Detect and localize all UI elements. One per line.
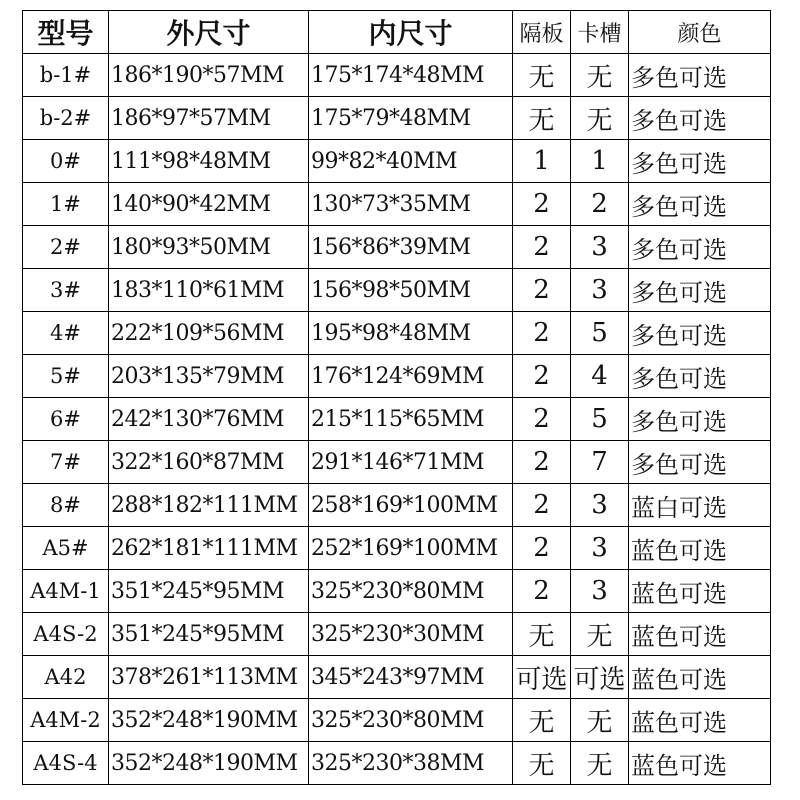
- cell-inner-size: 325*230*80MM: [309, 570, 513, 613]
- cell-model: A42: [23, 656, 109, 699]
- cell-divider: 2: [513, 312, 571, 355]
- cell-divider: 1: [513, 140, 571, 183]
- cell-color: 多色可选: [629, 140, 771, 183]
- cell-model: 6#: [23, 398, 109, 441]
- cell-divider: 无: [513, 54, 571, 97]
- cell-slot: 5: [571, 398, 629, 441]
- cell-model: 7#: [23, 441, 109, 484]
- header-color: 颜色: [629, 11, 771, 54]
- cell-slot: 3: [571, 226, 629, 269]
- cell-model: 3#: [23, 269, 109, 312]
- cell-inner-size: 99*82*40MM: [309, 140, 513, 183]
- cell-outer-size: 378*261*113MM: [109, 656, 309, 699]
- cell-slot: 5: [571, 312, 629, 355]
- cell-color: 多色可选: [629, 398, 771, 441]
- cell-slot: 无: [571, 742, 629, 785]
- cell-outer-size: 111*98*48MM: [109, 140, 309, 183]
- table-row: [23, 484, 771, 527]
- cell-outer-size: 352*248*190MM: [109, 742, 309, 785]
- cell-color: 蓝色可选: [629, 699, 771, 742]
- cell-divider: 2: [513, 527, 571, 570]
- cell-outer-size: 186*97*57MM: [109, 97, 309, 140]
- cell-inner-size: 175*174*48MM: [309, 54, 513, 97]
- cell-inner-size: 175*79*48MM: [309, 97, 513, 140]
- cell-model: 0#: [23, 140, 109, 183]
- table-row: [23, 226, 771, 269]
- header-outer-size: 外尺寸: [109, 11, 309, 54]
- cell-divider: 可选: [513, 656, 571, 699]
- cell-slot: 无: [571, 613, 629, 656]
- cell-inner-size: 130*73*35MM: [309, 183, 513, 226]
- cell-outer-size: 351*245*95MM: [109, 613, 309, 656]
- cell-divider: 2: [513, 183, 571, 226]
- cell-inner-size: 325*230*30MM: [309, 613, 513, 656]
- cell-model: 1#: [23, 183, 109, 226]
- cell-slot: 无: [571, 699, 629, 742]
- header-slot: 卡槽: [571, 11, 629, 54]
- cell-outer-size: 180*93*50MM: [109, 226, 309, 269]
- cell-inner-size: 195*98*48MM: [309, 312, 513, 355]
- table-row: [23, 742, 771, 785]
- cell-divider: 无: [513, 613, 571, 656]
- cell-slot: 4: [571, 355, 629, 398]
- cell-divider: 2: [513, 398, 571, 441]
- cell-model: A5#: [23, 527, 109, 570]
- cell-model: 5#: [23, 355, 109, 398]
- cell-color: 多色可选: [629, 312, 771, 355]
- cell-slot: 3: [571, 484, 629, 527]
- cell-outer-size: 288*182*111MM: [109, 484, 309, 527]
- cell-inner-size: 291*146*71MM: [309, 441, 513, 484]
- cell-inner-size: 156*86*39MM: [309, 226, 513, 269]
- table-row: [23, 527, 771, 570]
- table-row: [23, 613, 771, 656]
- cell-slot: 无: [571, 54, 629, 97]
- cell-divider: 无: [513, 699, 571, 742]
- table-row: [23, 183, 771, 226]
- cell-color: 蓝色可选: [629, 656, 771, 699]
- cell-outer-size: 140*90*42MM: [109, 183, 309, 226]
- table-row: [23, 54, 771, 97]
- cell-color: 多色可选: [629, 269, 771, 312]
- cell-outer-size: 352*248*190MM: [109, 699, 309, 742]
- table-row: [23, 441, 771, 484]
- cell-slot: 3: [571, 269, 629, 312]
- cell-model: b-2#: [23, 97, 109, 140]
- table-row: [23, 97, 771, 140]
- cell-divider: 2: [513, 355, 571, 398]
- cell-inner-size: 176*124*69MM: [309, 355, 513, 398]
- cell-inner-size: 252*169*100MM: [309, 527, 513, 570]
- cell-color: 蓝色可选: [629, 742, 771, 785]
- cell-slot: 3: [571, 570, 629, 613]
- table-row: [23, 398, 771, 441]
- cell-slot: 7: [571, 441, 629, 484]
- cell-inner-size: 345*243*97MM: [309, 656, 513, 699]
- cell-color: 多色可选: [629, 183, 771, 226]
- cell-color: 蓝色可选: [629, 613, 771, 656]
- cell-color: 多色可选: [629, 355, 771, 398]
- cell-inner-size: 325*230*38MM: [309, 742, 513, 785]
- table-row: [23, 269, 771, 312]
- cell-model: A4S-4: [23, 742, 109, 785]
- cell-color: 多色可选: [629, 54, 771, 97]
- cell-outer-size: 186*190*57MM: [109, 54, 309, 97]
- cell-model: 4#: [23, 312, 109, 355]
- header-inner-size: 内尺寸: [309, 11, 513, 54]
- cell-inner-size: 156*98*50MM: [309, 269, 513, 312]
- table-row: [23, 656, 771, 699]
- cell-outer-size: 242*130*76MM: [109, 398, 309, 441]
- cell-divider: 2: [513, 226, 571, 269]
- header-model: 型号: [23, 11, 109, 54]
- header-row: [23, 11, 771, 54]
- table-row: [23, 140, 771, 183]
- cell-slot: 2: [571, 183, 629, 226]
- cell-color: 多色可选: [629, 441, 771, 484]
- cell-divider: 2: [513, 484, 571, 527]
- header-divider: 隔板: [513, 11, 571, 54]
- cell-divider: 2: [513, 269, 571, 312]
- spec-table: [22, 10, 771, 785]
- cell-model: A4M-2: [23, 699, 109, 742]
- cell-color: 多色可选: [629, 97, 771, 140]
- table-row: [23, 699, 771, 742]
- cell-outer-size: 203*135*79MM: [109, 355, 309, 398]
- table-row: [23, 355, 771, 398]
- cell-outer-size: 351*245*95MM: [109, 570, 309, 613]
- cell-color: 蓝色可选: [629, 527, 771, 570]
- cell-color: 蓝白可选: [629, 484, 771, 527]
- cell-inner-size: 215*115*65MM: [309, 398, 513, 441]
- cell-divider: 2: [513, 441, 571, 484]
- cell-outer-size: 183*110*61MM: [109, 269, 309, 312]
- cell-model: A4S-2: [23, 613, 109, 656]
- cell-inner-size: 258*169*100MM: [309, 484, 513, 527]
- cell-outer-size: 322*160*87MM: [109, 441, 309, 484]
- cell-outer-size: 262*181*111MM: [109, 527, 309, 570]
- cell-outer-size: 222*109*56MM: [109, 312, 309, 355]
- cell-divider: 2: [513, 570, 571, 613]
- table-body: [23, 54, 771, 785]
- cell-model: 2#: [23, 226, 109, 269]
- cell-color: 蓝色可选: [629, 570, 771, 613]
- cell-inner-size: 325*230*80MM: [309, 699, 513, 742]
- cell-model: A4M-1: [23, 570, 109, 613]
- cell-model: 8#: [23, 484, 109, 527]
- cell-model: b-1#: [23, 54, 109, 97]
- table-row: [23, 570, 771, 613]
- cell-divider: 无: [513, 97, 571, 140]
- cell-slot: 3: [571, 527, 629, 570]
- cell-color: 多色可选: [629, 226, 771, 269]
- cell-divider: 无: [513, 742, 571, 785]
- cell-slot: 可选: [571, 656, 629, 699]
- cell-slot: 1: [571, 140, 629, 183]
- cell-slot: 无: [571, 97, 629, 140]
- table-row: [23, 312, 771, 355]
